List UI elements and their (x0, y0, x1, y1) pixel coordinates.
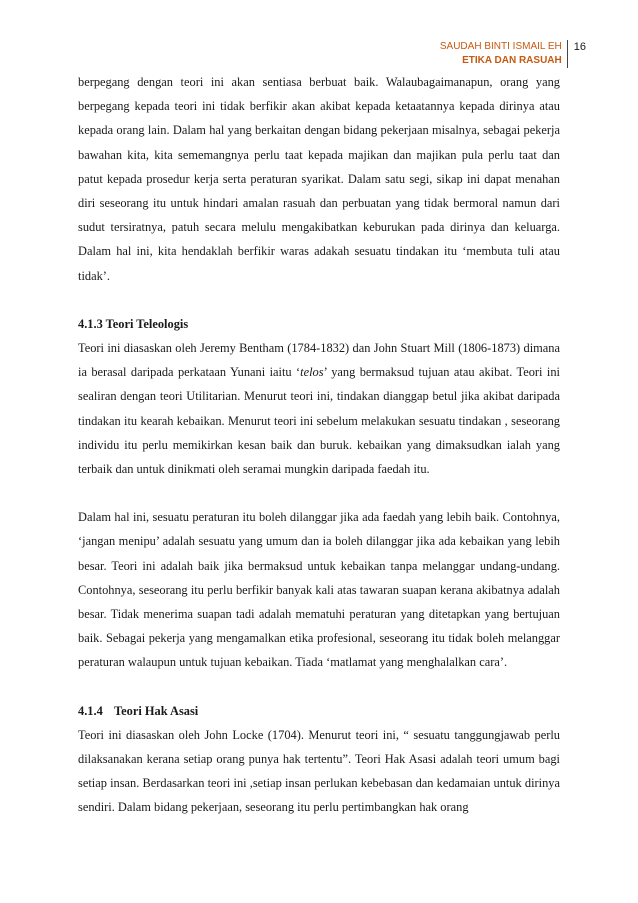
header-text (440, 40, 567, 68)
paragraph-1: berpegang dengan teori ini akan sentiasa berbuat baik. Walaubagaimanapun, orang yang berpegang kepada teori ini tidak berfikir akan akibat kepada ketaatannya kepada dirinya atau kepada orang lain. Dalam hal yang berkaitan dengan bidang pekerjaan misalnya, sebagai pekerja bawahan kita, kita sememangnya perlu taat kepada majikan dan majikan pula perlu taat dan patut kepada prosedur kerja serta peraturan syarikat. Dalam satu segi, sikap ini dapat menahan diri seseorang itu untuk hindari amalan rasuah dan perbuatan yang tidak bermoral namun dari sudut tersiratnya, patuh secara melulu mengakibatkan keburukan pada dirinya dan keluarga. Dalam hal ini, kita hendaklah berfikir waras adakah sesuatu tindakan itu ‘membuta tuli atau tidak’. (78, 75, 560, 283)
paragraph-2-part-a: Teori ini diasaskan oleh Jeremy Bentham (1784-1832) dan John Stuart Mill (1806-1873) dimana ia berasal daripada perkataan Yunani iaitu ‘ (78, 341, 560, 380)
section-number: 4.1.4 (78, 703, 103, 718)
section-heading-4-1-4 (78, 699, 560, 723)
page-header (440, 40, 586, 68)
document-body (78, 70, 560, 820)
paragraph-2-part-b: ’ yang bermaksud tujuan atau akibat. Teori ini sealiran dengan teori Utilitarian. Menurut teori ini, tindakan dianggap betul jika akibat daripada tindakan itu kearah kebaikan. Menurut teori ini sebelum melakukan sesuatu tindakan , seseorang individu itu perlu memikirkan kesan baik dan buruk. kebaikan yang dimaksudkan ialah yang terbaik dan untuk dinikmati oleh seramai mungkin daripada faedah itu. (78, 365, 560, 477)
section-title: Teori Hak Asasi (114, 703, 199, 718)
header-subject: ETIKA DAN RASUAH (462, 55, 562, 66)
page-number: 16 (573, 41, 586, 53)
section-heading-4-1-3: 4.1.3 Teori Teleologis (78, 316, 189, 331)
header-author: SAUDAH BINTI ISMAIL EH (439, 41, 562, 52)
term-telos: telos (300, 365, 324, 380)
paragraph-4: Teori ini diasaskan oleh John Locke (1704). Menurut teori ini, “ sesuatu tanggungjawab perlu dilaksanakan kerana setiap orang punya hak tertentu”. Teori Hak Asasi adalah teori umum bagi setiap insan. Berdasarkan teori ini ,setiap insan perlukan kebebasan dan kedamaian untuk dirinya sendiri. Dalam bidang pekerjaan, seseorang itu perlu pertimbangkan hak orang (78, 727, 560, 815)
paragraph-3: Dalam hal ini, sesuatu peraturan itu boleh dilanggar jika ada faedah yang lebih baik. Contohnya, ‘jangan menipu’ adalah sesuatu yang umum dan ia boleh dilanggar jika ada kebaikan yang lebih besar. Teori ini adalah baik jika bermaksud untuk kebaikan tanpa melanggar undang-undang. Contohnya, seseorang itu perlu berfikir banyak kali atas tawaran suapan kerana akibatnya adalah besar. Tidak menerima suapan tadi adalah mematuhi peraturan yang ditetapkan yang bertujuan baik. Sebagai pekerja yang mengamalkan etika profesional, seseorang itu tidak boleh melanggar peraturan walaupun untuk tujuan kebaikan. Tiada ‘matlamat yang menghalalkan cara’. (78, 510, 560, 670)
paragraph-2 (78, 336, 560, 481)
